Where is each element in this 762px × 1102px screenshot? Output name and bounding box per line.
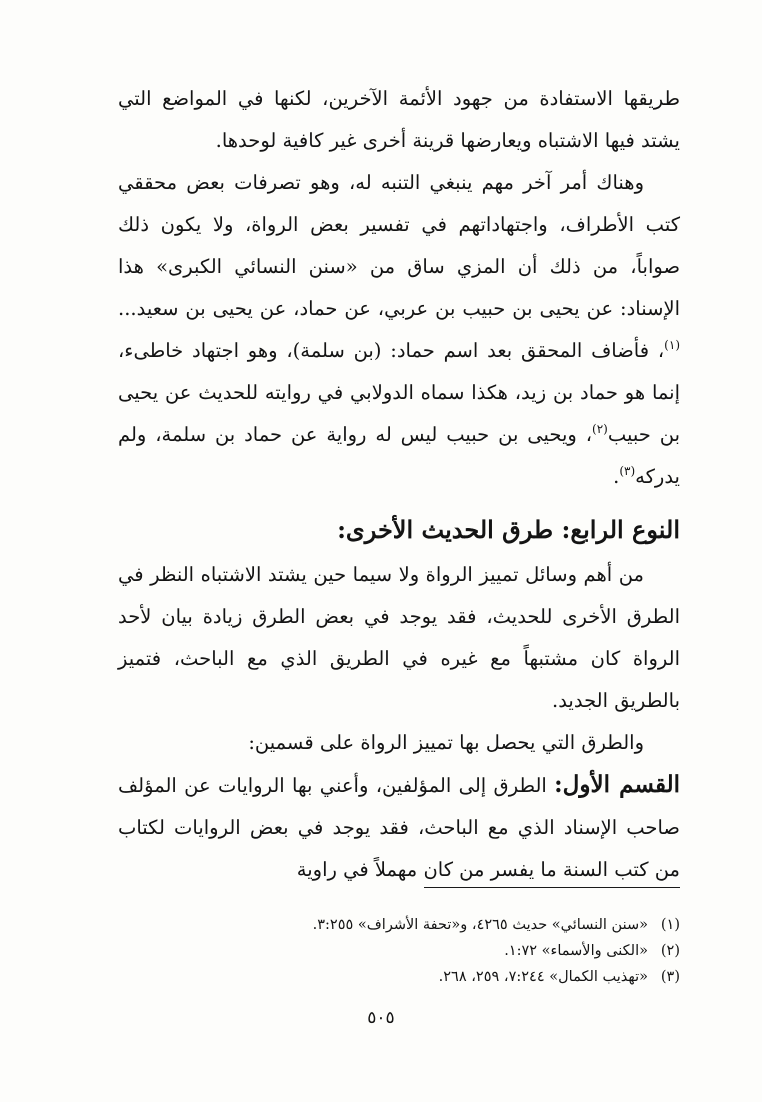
footnote-2 bbox=[118, 938, 680, 964]
footnote-3 bbox=[118, 964, 680, 990]
footnote-ref-1[interactable]: (١) bbox=[664, 338, 680, 352]
footnote-ref-2[interactable]: (٢) bbox=[592, 422, 608, 436]
footnote-number: (٢) bbox=[660, 943, 680, 959]
paragraph-2-part-3: ، ويحيى بن حبيب ليس له رواية عن حماد بن سلمة، ولم يدركه bbox=[118, 423, 680, 488]
footnote-ref-3[interactable]: (٣) bbox=[619, 464, 636, 478]
paragraph-2-part-2: ، فأضاف المحقق بعد اسم حماد: (بن سلمة)، وهو اجتهاد خاطىء، إنما هو حماد بن زيد، هكذا سماه الدولابي في روايته للحديث عن يحيى بن حبيب bbox=[118, 339, 680, 446]
paragraph-5 bbox=[118, 764, 680, 891]
paragraph-2-part-4: . bbox=[613, 465, 620, 488]
footnote-text: «تهذيب الكمال» ٧:٢٤٤، ٢٥٩، ٢٦٨. bbox=[438, 969, 648, 985]
page-number: ٥٠٥ bbox=[367, 1008, 395, 1028]
footnote-text: «الكنى والأسماء» ١:٧٢. bbox=[504, 943, 648, 959]
footnote-1 bbox=[118, 912, 680, 938]
paragraph-2-part-1: وهناك أمر آخر مهم ينبغي التنبه له، وهو تصرفات بعض محققي كتب الأطراف، واجتهاداتهم في تفسير بعض الرواة، ولا يكون ذلك صواباً، من ذلك أن المزي ساق من «سنن النسائي الكبرى» هذا الإسناد: عن يحيى بن حبيب بن عربي، عن حماد، عن يحيى بن سعيد... bbox=[118, 171, 680, 320]
section-heading: النوع الرابع: طرق الحديث الأخرى: bbox=[337, 515, 680, 544]
paragraph-2 bbox=[118, 162, 680, 498]
footnote-number: (٣) bbox=[660, 969, 680, 985]
footnote-divider bbox=[424, 887, 680, 888]
main-text bbox=[118, 78, 680, 891]
paragraph-1: طريقها الاستفادة من جهود الأئمة الآخرين، لكنها في المواضع التي يشتد فيها الاشتباه ويعارضها قرينة أخرى غير كافية لوحدها. bbox=[118, 87, 680, 152]
footnote-number: (١) bbox=[660, 917, 680, 933]
paragraph-5-text: الطرق إلى المؤلفين، وأعني بها الروايات عن المؤلف صاحب الإسناد الذي مع الباحث، فقد يوجد في بعض الروايات لكتاب من كتب السنة ما يفسر من كان مهملاً في راوية bbox=[118, 774, 680, 881]
footnote-text: «سنن النسائي» حديث ٤٢٦٥، و«تحفة الأشراف» ٣:٢٥٥. bbox=[312, 917, 648, 933]
paragraph-3: من أهم وسائل تمييز الرواة ولا سيما حين يشتد الاشتباه النظر في الطرق الأخرى للحديث، فقد يوجد في بعض الطرق زيادة بيان لأحد الرواة كان مشتبهاً مع غيره في الطريق الذي مع الباحث، فتميز بالطريق الجديد. bbox=[118, 563, 680, 712]
footnotes bbox=[118, 912, 680, 990]
paragraph-4: والطرق التي يحصل بها تمييز الرواة على قسمين: bbox=[248, 731, 644, 754]
section-label: القسم الأول: bbox=[554, 771, 680, 798]
